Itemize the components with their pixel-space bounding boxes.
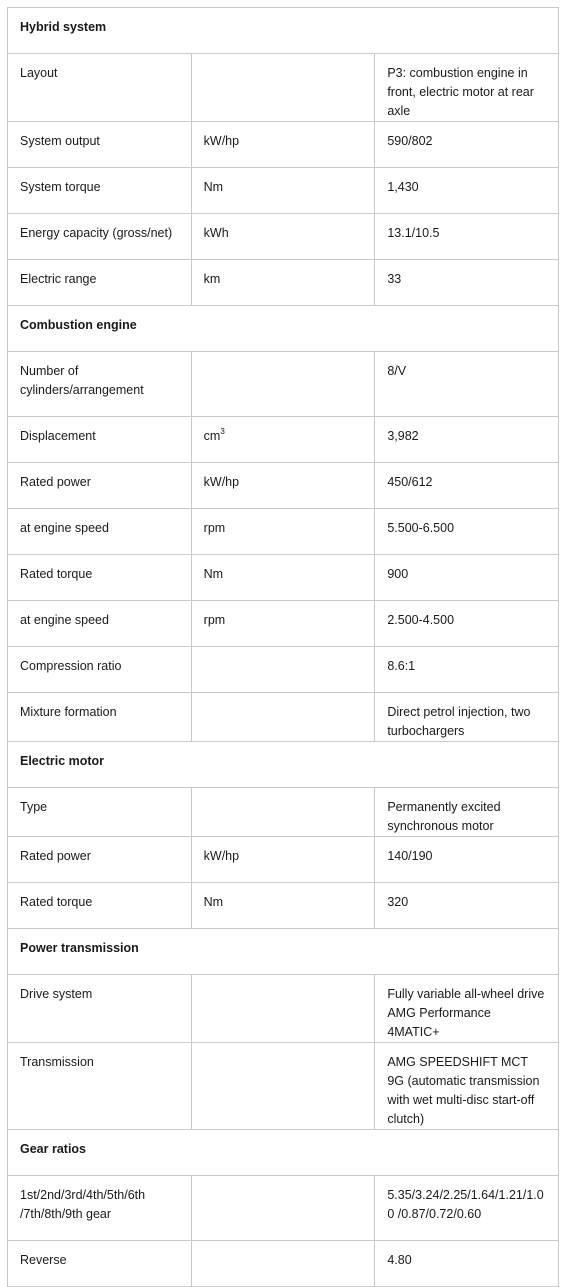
row-value: 590/802: [375, 122, 559, 168]
section-hybrid-system: [8, 8, 559, 54]
row-label: Displacement: [8, 417, 192, 463]
section-title: Hybrid system: [8, 8, 559, 54]
row-label: Energy capacity (gross/net): [8, 214, 192, 260]
row-label: System output: [8, 122, 192, 168]
row-label: Compression ratio: [8, 647, 192, 693]
section-gear-ratios: [8, 1130, 559, 1176]
row-unit: kW/hp: [191, 837, 375, 883]
row-label: Drive system: [8, 975, 192, 1043]
row-value: 140/190: [375, 837, 559, 883]
row-unit: [191, 693, 375, 742]
row-unit: [191, 54, 375, 122]
table-row: [8, 417, 559, 463]
row-unit: kW/hp: [191, 122, 375, 168]
row-unit: Nm: [191, 168, 375, 214]
row-label: Reverse: [8, 1241, 192, 1287]
row-unit: [191, 1043, 375, 1130]
table-row: [8, 168, 559, 214]
table-row: [8, 693, 559, 742]
row-unit: km: [191, 260, 375, 306]
row-value: 33: [375, 260, 559, 306]
section-title: Gear ratios: [8, 1130, 559, 1176]
table-row: [8, 260, 559, 306]
unit-base: cm: [203, 429, 221, 443]
row-unit: [191, 788, 375, 837]
row-value: AMG SPEEDSHIFT MCT 9G (automatic transmission with wet multi-disc start-off clutch): [375, 1043, 559, 1130]
table-row: [8, 463, 559, 509]
row-label: System torque: [8, 168, 192, 214]
row-unit: [191, 352, 375, 417]
row-label: Transmission: [8, 1043, 192, 1130]
row-value: Direct petrol injection, two turbochargers: [375, 693, 559, 742]
row-value: 13.1/10.5: [375, 214, 559, 260]
row-label: Rated power: [8, 463, 192, 509]
row-label: Rated power: [8, 837, 192, 883]
section-title: Power transmission: [8, 929, 559, 975]
row-label: Rated torque: [8, 555, 192, 601]
table-row: [8, 788, 559, 837]
table-row: [8, 975, 559, 1043]
table-row: [8, 647, 559, 693]
row-value: Fully variable all-wheel drive AMG Performance 4MATIC+: [375, 975, 559, 1043]
section-combustion-engine: [8, 306, 559, 352]
row-label: Type: [8, 788, 192, 837]
row-unit: Nm: [191, 883, 375, 929]
row-unit: rpm: [191, 509, 375, 555]
section-title: Combustion engine: [8, 306, 559, 352]
row-label: at engine speed: [8, 509, 192, 555]
row-unit: [191, 975, 375, 1043]
row-value: 2.500-4.500: [375, 601, 559, 647]
row-unit: [191, 1176, 375, 1241]
table-row: [8, 837, 559, 883]
row-value: 5.35/3.24/2.25/1.64/1.21/1.00 /0.87/0.72/0.60: [375, 1176, 559, 1241]
table-row: [8, 1043, 559, 1130]
row-label: at engine speed: [8, 601, 192, 647]
spec-table: [7, 7, 559, 1287]
table-row: [8, 1176, 559, 1241]
row-value: 450/612: [375, 463, 559, 509]
row-label: Rated torque: [8, 883, 192, 929]
row-label: Electric range: [8, 260, 192, 306]
row-label: Number of cylinders/arrangement: [8, 352, 192, 417]
row-value: 8.6:1: [375, 647, 559, 693]
table-row: [8, 555, 559, 601]
row-label: 1st/2nd/3rd/4th/5th/6th /7th/8th/9th gear: [8, 1176, 192, 1241]
table-row: [8, 122, 559, 168]
row-value: 3,982: [375, 417, 559, 463]
section-power-transmission: [8, 929, 559, 975]
section-electric-motor: [8, 742, 559, 788]
row-label: Mixture formation: [8, 693, 192, 742]
table-row: [8, 214, 559, 260]
row-unit: [191, 417, 375, 463]
table-row: [8, 54, 559, 122]
row-unit: Nm: [191, 555, 375, 601]
row-value: Permanently excited synchronous motor: [375, 788, 559, 837]
row-unit: kWh: [191, 214, 375, 260]
row-value: 5.500-6.500: [375, 509, 559, 555]
row-value: 4.80: [375, 1241, 559, 1287]
row-value: 8/V: [375, 352, 559, 417]
row-unit: [191, 647, 375, 693]
row-unit: rpm: [191, 601, 375, 647]
unit-superscript: 3: [220, 426, 225, 436]
table-row: [8, 883, 559, 929]
section-title: Electric motor: [8, 742, 559, 788]
table-row: [8, 509, 559, 555]
table-row: [8, 352, 559, 417]
table-row: [8, 601, 559, 647]
row-label: Layout: [8, 54, 192, 122]
row-value: 900: [375, 555, 559, 601]
row-value: 1,430: [375, 168, 559, 214]
row-value: 320: [375, 883, 559, 929]
row-value: P3: combustion engine in front, electric motor at rear axle: [375, 54, 559, 122]
row-unit: kW/hp: [191, 463, 375, 509]
